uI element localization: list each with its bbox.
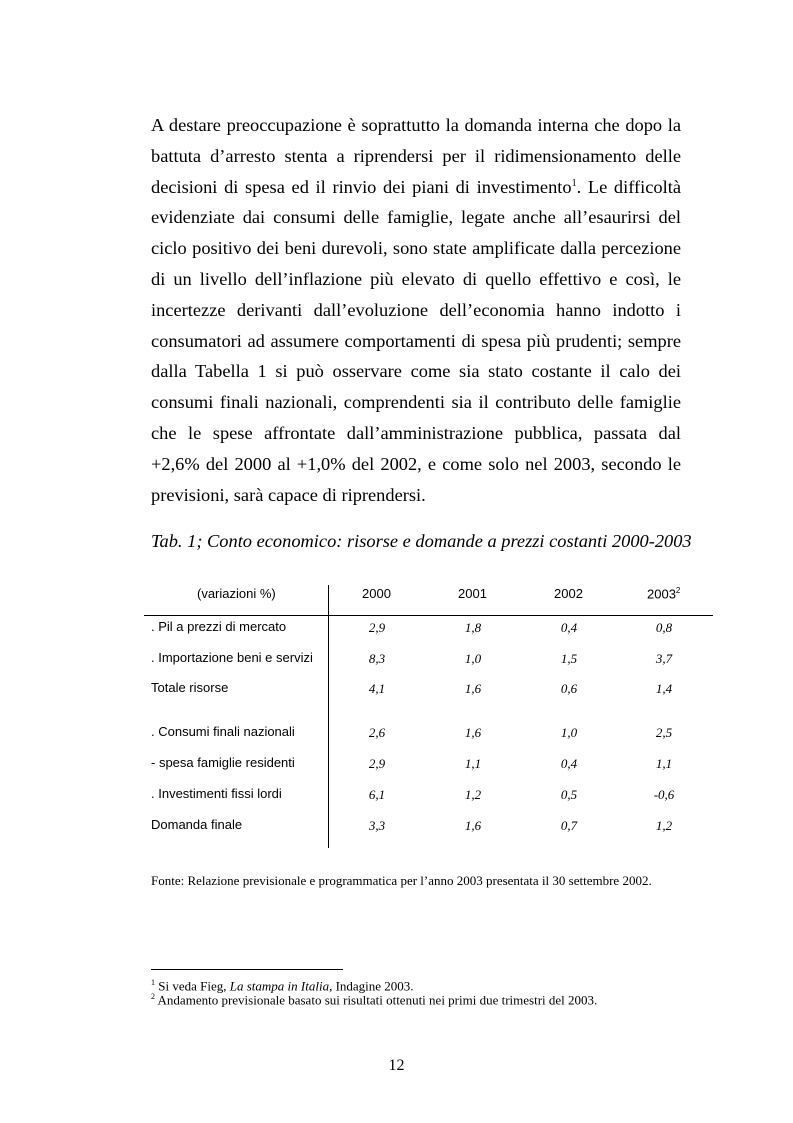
cell-value: 1,2 — [655, 818, 673, 833]
footnote-number: 1 — [151, 978, 155, 987]
footnote-ref-1[interactable]: 1 — [571, 177, 577, 189]
cell-value: 1,1 — [655, 756, 673, 771]
cell-value: 8,3 — [368, 651, 386, 666]
cell-value: 1,0 — [560, 725, 578, 740]
row-label: . Importazione beni e servizi — [151, 650, 313, 665]
cell-value: 4,1 — [368, 681, 386, 696]
row-label: . Pil a prezzi di mercato — [151, 619, 287, 634]
unit-header: (variazioni %) — [197, 586, 276, 601]
row-label: Domanda finale — [151, 817, 243, 832]
cell-value: 0,4 — [560, 620, 578, 635]
cell-value: 3,3 — [368, 818, 386, 833]
footnote-1: $^1$ Si veda Fieg, La stampa in Italia, Indagine 2003. — [151, 978, 414, 994]
cell-value: 6,1 — [368, 787, 386, 802]
cell-value: 0,5 — [560, 787, 578, 802]
cell-value: 1,6 — [464, 818, 482, 833]
cell-value: 3,7 — [655, 651, 673, 666]
footnote-ref-2[interactable]: 2 — [675, 586, 681, 595]
row-label: Totale risorse — [151, 680, 229, 695]
row-label: . Consumi finali nazionali — [151, 724, 295, 739]
cell-value: 1,6 — [464, 725, 482, 740]
cell-value: 0,6 — [560, 681, 578, 696]
page-number: 12 — [388, 1057, 405, 1074]
footnote-title: La stampa in Italia — [229, 978, 330, 994]
cell-value: 2,5 — [655, 725, 673, 740]
row-label: . Investimenti fissi lordi — [151, 786, 282, 801]
cell-value: 2,9 — [368, 756, 386, 771]
cell-value: 1,2 — [464, 787, 482, 802]
table-caption: Tab. 1; Conto economico: risorse e domande a prezzi costanti 2000-2003 — [151, 531, 692, 551]
cell-value: 1,0 — [464, 651, 482, 666]
cell-value: 1,8 — [464, 620, 482, 635]
table-source: Fonte: Relazione previsionale e programmatica per l’anno 2003 presentata il 30 settembre 2002. — [151, 873, 652, 888]
year-header-2001: 2001 — [458, 586, 487, 601]
label-column-rule — [328, 585, 329, 848]
year-header-2002: 2002 — [554, 586, 583, 601]
cell-value: 1,1 — [464, 756, 482, 771]
cell-value: 2,9 — [368, 620, 386, 635]
row-label: - spesa famiglie residenti — [151, 755, 295, 770]
body-text-after-ref: . Le difficoltà evidenziate dai consumi delle famiglie, legate anche all’esaurirsi del ciclo positivo dei beni durevoli, sono state amplificate dalla percezione di un livello dell’inflazione più elevato di quello effettivo e così, le incertezze derivanti dall’evoluzione dell’economia hanno indotto i consumatori ad assumere comportamenti di spesa più prudenti; sempre dalla Tabella 1 si può osservare come sia stato costante il calo dei consumi finali nazionali, comprendenti sia il contributo delle famiglie che le spese affrontate dall’amministrazione pubblica, passata dal +2,6% del 2000 al +1,0% del 2002, e come solo nel 2003, secondo le previsioni, sarà capace di riprendersi. — [151, 176, 681, 505]
year-header-2003: 2003$^2$ — [647, 586, 681, 602]
cell-value: 2,6 — [368, 725, 386, 740]
cell-value: 0,7 — [560, 818, 578, 833]
body-text-before-ref: A destare preoccupazione è soprattutto la domanda interna che dopo la battuta d’arresto stenta a riprendersi per il ridimensionamento delle decisioni di spesa ed il rinvio dei piani di investimento — [151, 115, 681, 197]
cell-value: -0,6 — [653, 787, 675, 802]
header-rule — [144, 615, 713, 616]
year-header-2000: 2000 — [362, 586, 391, 601]
cell-value: 0,4 — [560, 756, 578, 771]
footnote-2: $^2$ Andamento previsionale basato sui risultati ottenuti nei primi due trimestri del 2003. — [151, 992, 598, 1008]
cell-value: 1,6 — [464, 681, 482, 696]
body-paragraph — [151, 110, 681, 510]
cell-value: 0,8 — [655, 620, 673, 635]
footnote-number: 2 — [151, 992, 155, 1001]
cell-value: 1,4 — [655, 681, 673, 696]
economic-table — [144, 578, 713, 850]
cell-value: 1,5 — [560, 651, 578, 666]
footnote-separator — [151, 969, 343, 970]
